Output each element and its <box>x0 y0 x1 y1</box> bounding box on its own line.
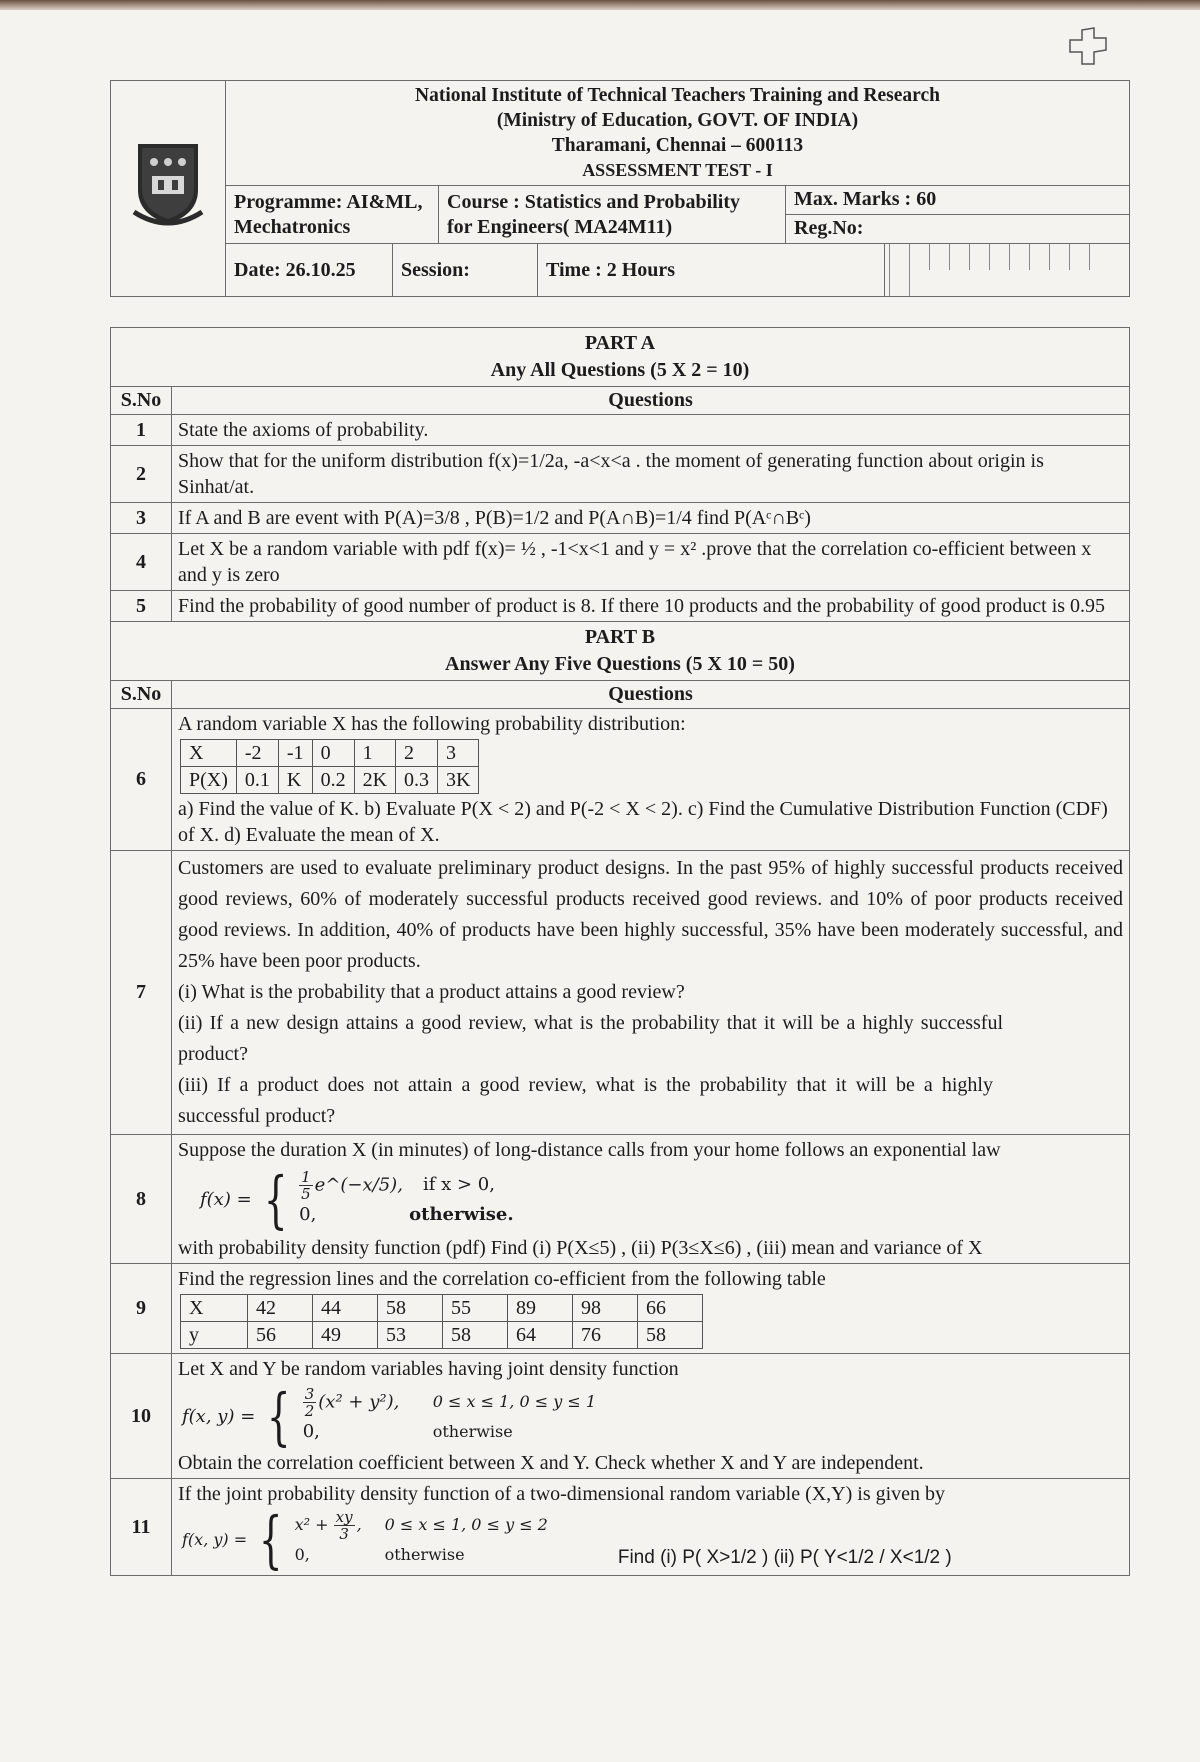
question-number: 1 <box>111 415 172 446</box>
reg-no-boxes <box>885 244 1130 296</box>
question-content <box>172 1479 1130 1576</box>
table-cell: 1 <box>354 740 395 767</box>
question-row <box>111 446 1130 503</box>
part-b-header <box>111 622 1130 681</box>
case-expression: 0, <box>294 1545 310 1564</box>
case-expression: (x² + y²), <box>318 1391 400 1412</box>
institute-name: National Institute of Technical Teachers Training and Research <box>415 85 940 106</box>
question-paper <box>110 80 1130 1576</box>
question-row <box>111 851 1130 1135</box>
pdf-equation <box>178 1163 1123 1235</box>
fraction-denominator: 5 <box>301 1184 311 1203</box>
table-cell: 2K <box>354 767 395 794</box>
case-expression-comma: , <box>356 1514 362 1534</box>
part-b-title: PART B <box>584 626 656 648</box>
session: Session: <box>393 244 538 296</box>
case-expression: 0, <box>299 1204 317 1225</box>
case-expression: 0, <box>302 1421 320 1442</box>
fraction-denominator: 2 <box>304 1401 315 1420</box>
sub-question: (ii) If a new design attains a good review, what is the probability that it will be a highly successful product? <box>178 1012 1003 1065</box>
part-a-header <box>111 328 1130 387</box>
question-number: 5 <box>111 591 172 622</box>
question-content <box>172 1264 1130 1354</box>
table-cell: 3K <box>438 767 479 794</box>
fraction-numerator: xy <box>335 1507 353 1526</box>
sub-question: (i) What is the probability that a product attains a good review? <box>178 981 685 1003</box>
distribution-table <box>180 739 479 794</box>
equation-lhs: f(x) = <box>200 1189 252 1210</box>
table-cell: 44 <box>313 1295 378 1322</box>
institute-logo-icon <box>128 138 208 234</box>
table-cell: K <box>278 767 312 794</box>
question-number: 4 <box>111 534 172 591</box>
time: Time : 2 Hours <box>538 244 885 296</box>
course-label: Course : Statistics and Probability <box>447 190 740 213</box>
reg-no-label: Reg.No: <box>794 217 864 239</box>
question-text: with probability density function (pdf) Find (i) P(X≤5) , (ii) P(3≤X≤6) , (iii) mean and variance of X <box>178 1237 983 1259</box>
question-content <box>172 851 1130 1135</box>
table-cell: 58 <box>443 1322 508 1349</box>
sub-question: (iii) If a product does not attain a good review, what is the probability that it will be a highly successful product? <box>178 1074 993 1127</box>
brace-icon: { <box>267 1380 291 1453</box>
table-cell: 58 <box>378 1295 443 1322</box>
fraction-numerator: 1 <box>301 1167 311 1186</box>
case-condition: otherwise <box>384 1545 465 1564</box>
equation-lhs: f(x, y) = <box>182 1530 248 1549</box>
question-number: 2 <box>111 446 172 503</box>
institute-logo-cell <box>111 81 226 297</box>
course-code: for Engineers( MA24M11) <box>447 215 673 238</box>
part-b-subtitle: Answer Any Five Questions (5 X 10 = 50) <box>445 653 795 675</box>
joint-pdf-equation <box>178 1503 548 1576</box>
table-cell: y <box>181 1322 248 1349</box>
questions-table <box>110 327 1130 1576</box>
question-number: 11 <box>111 1479 172 1576</box>
question-row <box>111 591 1130 622</box>
part-a-title: PART A <box>584 332 656 354</box>
question-row <box>111 1264 1130 1354</box>
table-cell: 53 <box>378 1322 443 1349</box>
question-row <box>111 1354 1130 1479</box>
table-cell: 66 <box>638 1295 703 1322</box>
case-condition: if x > 0, <box>422 1174 495 1195</box>
question-text: Obtain the correlation coefficient between X and Y. Check whether X and Y are independent. <box>178 1452 924 1474</box>
question-text: If A and B are event with P(A)=3/8 , P(B)=1/2 and P(A∩B)=1/4 find P(Aᶜ∩Bᶜ) <box>172 503 1130 534</box>
case-expression: e^(−x/5), <box>314 1174 403 1195</box>
course-cell <box>439 186 786 244</box>
question-text: State the axioms of probability. <box>172 415 1130 446</box>
part-a-sno-header: S.No <box>111 387 172 415</box>
table-cell: 0 <box>312 740 354 767</box>
table-cell: 89 <box>508 1295 573 1322</box>
fraction-denominator: 3 <box>339 1524 349 1543</box>
table-cell: 98 <box>573 1295 638 1322</box>
max-marks: Max. Marks : 60 <box>786 186 1129 215</box>
table-cell: 3 <box>438 740 479 767</box>
table-cell: X <box>181 1295 248 1322</box>
question-number: 3 <box>111 503 172 534</box>
case-condition: 0 ≤ x ≤ 1, 0 ≤ y ≤ 2 <box>384 1515 548 1534</box>
question-intro: Find the regression lines and the correlation co-efficient from the following table <box>178 1268 826 1290</box>
question-row <box>111 1135 1130 1264</box>
test-title: ASSESSMENT TEST - I <box>582 160 773 180</box>
location-line: Tharamani, Chennai – 600113 <box>551 135 804 156</box>
question-text: a) Find the value of K. b) Evaluate P(X < 2) and P(-2 < X < 2). c) Find the Cumulative Distribution Function (CDF) of X. d) Evaluate the mean of X. <box>178 798 1108 846</box>
table-cell: 2 <box>396 740 438 767</box>
table-cell: 64 <box>508 1322 573 1349</box>
part-a-questions-header: Questions <box>172 387 1130 415</box>
question-intro: If the joint probability density function of a two-dimensional random variable (X,Y) is given by <box>178 1483 946 1505</box>
table-cell: P(X) <box>181 767 237 794</box>
table-cell: 42 <box>248 1295 313 1322</box>
programme-value: Mechatronics <box>234 215 351 238</box>
question-content <box>172 709 1130 851</box>
header-table <box>110 80 1130 297</box>
date: Date: 26.10.25 <box>226 244 393 296</box>
question-number: 10 <box>111 1354 172 1479</box>
ministry-line: (Ministry of Education, GOVT. OF INDIA) <box>496 110 859 131</box>
case-condition: otherwise. <box>409 1204 514 1225</box>
table-cell: 76 <box>573 1322 638 1349</box>
programme-cell <box>226 186 439 244</box>
question-number: 6 <box>111 709 172 851</box>
joint-density-equation <box>178 1380 1123 1453</box>
question-row <box>111 1479 1130 1576</box>
part-b-sno-header: S.No <box>111 681 172 709</box>
question-content <box>172 1135 1130 1264</box>
photo-top-edge <box>0 0 1200 10</box>
regression-table <box>180 1294 703 1349</box>
question-number: 7 <box>111 851 172 1135</box>
case-condition: 0 ≤ x ≤ 1, 0 ≤ y ≤ 1 <box>432 1392 596 1411</box>
marks-reg-cell <box>786 186 1130 244</box>
table-cell: -1 <box>278 740 312 767</box>
question-text: Customers are used to evaluate preliminary product designs. In the past 95% of highly successful products received good reviews, 60% of moderately successful products received good reviews. and 10% of poor products received good reviews. In addition, 40% of products have been highly successful, 35% have been moderately successful, and 25% have been poor products. <box>178 857 1123 972</box>
table-cell: X <box>181 740 237 767</box>
case-expression: x² + <box>294 1514 329 1534</box>
fraction-numerator: 3 <box>304 1384 315 1403</box>
table-cell: -2 <box>236 740 278 767</box>
table-cell: 0.1 <box>236 767 278 794</box>
question-row <box>111 415 1130 446</box>
question-row <box>111 534 1130 591</box>
brace-icon: { <box>259 1503 283 1576</box>
question-content <box>172 1354 1130 1479</box>
handwritten-mark <box>1060 22 1120 72</box>
question-text: Find the probability of good number of product is 8. If there 10 products and the probability of good product is 0.95 <box>172 591 1130 622</box>
institute-title-block <box>226 81 1130 186</box>
question-text: Find (i) P( X>1/2 ) (ii) P( Y<1/2 / X<1/2 ) <box>617 1547 952 1568</box>
question-number: 9 <box>111 1264 172 1354</box>
question-row <box>111 503 1130 534</box>
question-intro: Suppose the duration X (in minutes) of long-distance calls from your home follows an exponential law <box>178 1139 1001 1161</box>
programme-label: Programme: AI&ML, <box>234 190 423 213</box>
table-cell: 55 <box>443 1295 508 1322</box>
brace-icon: { <box>263 1163 288 1236</box>
question-intro: Let X and Y be random variables having joint density function <box>178 1358 679 1380</box>
part-b-questions-header: Questions <box>172 681 1130 709</box>
table-cell: 56 <box>248 1322 313 1349</box>
case-condition: otherwise <box>432 1422 513 1441</box>
question-number: 8 <box>111 1135 172 1264</box>
table-cell: 0.3 <box>396 767 438 794</box>
part-a-subtitle: Any All Questions (5 X 2 = 10) <box>490 359 750 381</box>
equation-lhs: f(x, y) = <box>182 1406 256 1427</box>
question-text: Let X be a random variable with pdf f(x)= ½ , -1<x<1 and y = x² .prove that the correlation co-efficient between x and y is zero <box>172 534 1130 591</box>
date-row <box>226 244 1130 297</box>
table-cell: 0.2 <box>312 767 354 794</box>
table-cell: 58 <box>638 1322 703 1349</box>
question-intro: A random variable X has the following probability distribution: <box>178 713 686 735</box>
question-text: Show that for the uniform distribution f(x)=1/2a, -a<x<a . the moment of generating function about origin is Sinhat/at. <box>172 446 1130 503</box>
question-row <box>111 709 1130 851</box>
table-cell: 49 <box>313 1322 378 1349</box>
